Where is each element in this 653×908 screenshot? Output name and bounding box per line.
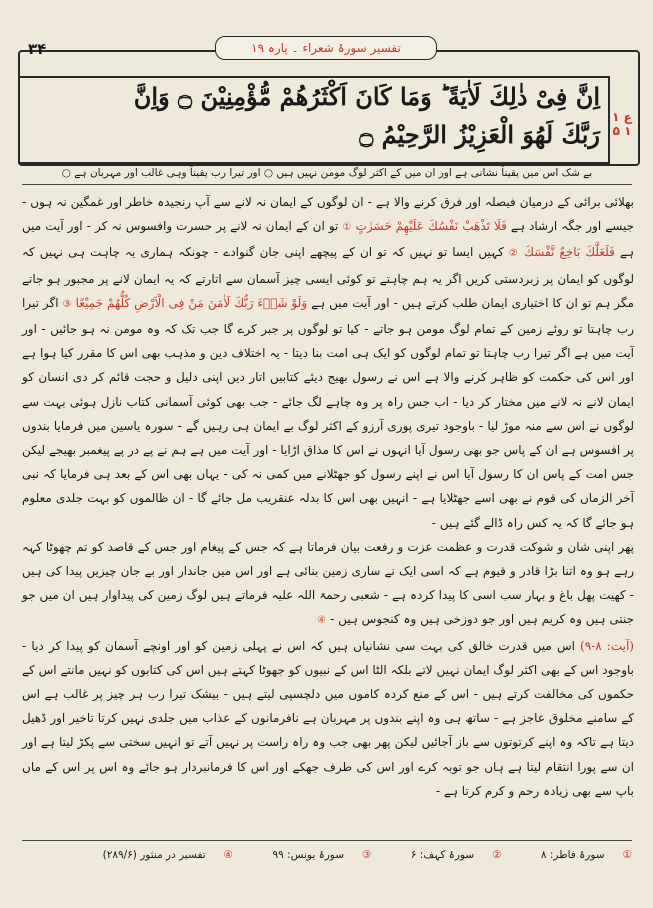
- footnote-ref: ④: [317, 615, 327, 627]
- commentary-paragraph-1: [22, 190, 634, 535]
- text-segment: کہیں ایسا تو نہیں کہ تو ان کے پیچھے اپنی جان گنوادے - چونکہ ہماری یہ چاہت ہی نہیں کہ لوگوں کو ایمان پر زبردستی کریں اگر یہ ہم چاہتے تو کوئی ایسی چیز آسمان سے اتارتے کہ یہ ایمان لانے پر مجبور ہو جاتے مگر ہم تو ان کا اختیاری ایمان طلب کرتے ہیں - اور آیت میں ہے: [22, 245, 634, 310]
- verse-line-2: رَبَّكَ لَهُوَ الْعَزِیْزُ الرَّحِیْمُ ۝: [359, 120, 600, 149]
- verse-translation: بے شک اس میں یقیناً نشانی ہے اور ان میں کے اکثر لوگ مومن نہیں ہیں ○ اور تیرا رب یقیناً وہی غالب اور مہربان ہے ○: [61, 167, 593, 179]
- footnote-item: ①سورۂ فاطر: ۸: [540, 849, 632, 861]
- footnote-item: ③سورۂ یونس: ۹۹: [272, 849, 372, 861]
- arabic-quote: وَلَوْ شَاۤءَ رَبُّكَ لَاٰمَنَ مَنْ فِی الْاَرْضِ كُلُّهُمْ جَمِیْعًا: [75, 295, 308, 310]
- footnotes: [22, 846, 632, 864]
- ruku-mark: ع ۱ ۱ ۵: [612, 110, 632, 138]
- commentary-paragraph-2: [22, 535, 634, 634]
- footnote-ref: ①: [342, 222, 352, 234]
- footnote-item: ④تفسیر در منثور (۲۸۹/۶): [102, 849, 234, 861]
- footnote-ref: ③: [62, 298, 72, 310]
- quran-verse-box: [18, 76, 610, 164]
- footnote-ref: ②: [508, 248, 520, 260]
- arabic-quote: فَلَا تَذْهَبْ نَفْسُكَ عَلَیْهِمْ حَسَرٰتٍ: [355, 219, 507, 234]
- text-segment: اس میں قدرت خالق کی بہت سی نشانیاں ہیں کہ اس نے پہلی زمین کو اور اونچے آسمان کو پیدا کر دیا - باوجود اس کے بھی اکثر لوگ ایمان نہیں لاتے بلکہ الٹا اس کے نبیوں کو جھوٹا کہتے ہیں اس کی کتابوں کو نہیں مانتے اس کے حکموں کی مخالفت کرتے ہیں - اس کے منع کردہ کاموں میں دلچسپی لیتے ہیں - بیشک تیرا رب ہر چیز پر غالب ہے اس کے سامنے مخلوق عاجز ہے - ساتھ ہی وہ اپنے بندوں پر مہربان ہے نافرمانوں کے عذاب میں جلدی نہیں کرتا تاخیر اور ڈھیل دیتا ہے تاکہ وہ اپنے کرتوتوں سے باز آجائیں لیکن پھر بھی جب وہ راہ راست پر نہیں آتے تو انہیں سختی سے پکڑ لیتا ہے اور ان سے پورا انتقام لیتا ہے ہاں جو توبہ کرے اور اس کی طرف جھکے اور اس کا فرمانبردار ہو جائے وہ اس پر اس کے ماں باپ سے بھی زیادہ رحم و کرم کرتا ہے -: [22, 638, 634, 798]
- verse-line-1: اِنَّ فِیْ ذٰلِكَ لَاٰیَةً ؕ وَمَا كَانَ اَكْثَرُهُمْ مُّؤْمِنِیْنَ ۝ وَاِنَّ: [133, 82, 600, 111]
- commentary-body: [22, 190, 634, 803]
- page-number: ۳۴: [28, 40, 47, 58]
- arabic-quote: فَلَعَلَّكَ بَاخِعٌ نَّفْسَكَ: [524, 245, 615, 260]
- text-segment: اگر تیرا رب چاہتا تو روئے زمین کے تمام لوگ مومن ہو جاتے - کیا تو لوگوں پر جبر کرے گا جب تک کہ وہ مومن نہ ہو جائیں - اور آیت میں ہے اگر تیرا رب چاہتا تو تمام لوگوں کو ایک ہی امت بنا دیتا - یہ اختلاف دین و مذہب بھی اس کا مقرر کیا ہوا ہے اور اس کی حکمت کو ظاہر کرنے والا ہے اس نے رسول بھیج دیئے کتابیں اتار دیں اپنی دلیل و حجت قائم کر دی انسان کو ایمان لانے نہ لانے میں مختار کر دیا - اب جس راہ پر وہ چاہے لگ جائے - جب بھی کوئی آسمانی کتاب نازل ہوئی بہت سے لوگوں نے اس سے منہ موڑ لیا - باوجود تیری پوری آرزو کے اکثر لوگ بے ایمان ہی رہیں گے - سورہ یاسین میں فرمایا بندوں پر افسوس ہے ان کے پاس جو بھی رسول آیا انہوں نے اس کا مذاق اڑایا - اور آیت میں ہے ہم نے پے در پے پیغمبر بھیجے لیکن جس امت کے پاس ان کا رسول آیا اس نے اپنے رسول کو جھٹلانے میں کمی نہ کی - یہاں بھی اس کے بعد ہی فرمایا کہ نبی آخر الزماں کی قوم نے بھی اسے جھٹلایا ہے - انہیں بھی اس کا بدلہ عنقریب مل جائے گا - ان ظالموں کو بہت جلدی معلوم ہو جائے گا کہ یہ کس راہ ڈالے گئے ہیں -: [22, 295, 634, 530]
- text-segment: تو ان کے ایمان نہ لانے پر حسرت وافسوس نہ کر - اور آیت میں ہے: [22, 219, 634, 260]
- text-segment: پھر اپنی شان و شوکت قدرت و عظمت عزت و رفعت بیان فرماتا ہے کہ جس کے پیغام اور جس کے قاصد کو تم چھوٹا کہہ رہے ہو وہ اتنا بڑا قادر و قیوم ہے کہ اسی ایک نے ساری زمین بنائی ہے اور اس میں جاندار اور بے جان چیزیں پیدا کی ہیں - کھیت پھل باغ و بہار سب اسی کا پیدا کردہ ہے - شعبی رحمۃ اللہ علیہ فرماتے ہیں لوگ زمین کی پیداوار ہیں ان میں جو جنتی ہیں وہ کریم ہیں اور جو دوزخی ہیں وہ کنجوس ہیں -: [22, 539, 634, 627]
- footnote-divider: [22, 840, 632, 841]
- running-header: تفسیر سورۂ شعراء ۔ پارہ ۱۹: [215, 36, 437, 60]
- translation-divider: [22, 184, 632, 185]
- text-segment: بھلائی برائی کے درمیان فیصلہ اور فرق کرنے والا ہے - ان لوگوں کے ایمان نہ لانے سے آپ رنجیدہ خاطر اور غمگین نہ ہوں - جیسے اور جگہ ارشاد ہے: [22, 195, 634, 234]
- verse-reference-heading: (آیت: ۸-۹): [580, 638, 634, 653]
- footnote-item: ②سورۂ کہف: ۶: [410, 849, 502, 861]
- commentary-paragraph-3: [22, 634, 634, 803]
